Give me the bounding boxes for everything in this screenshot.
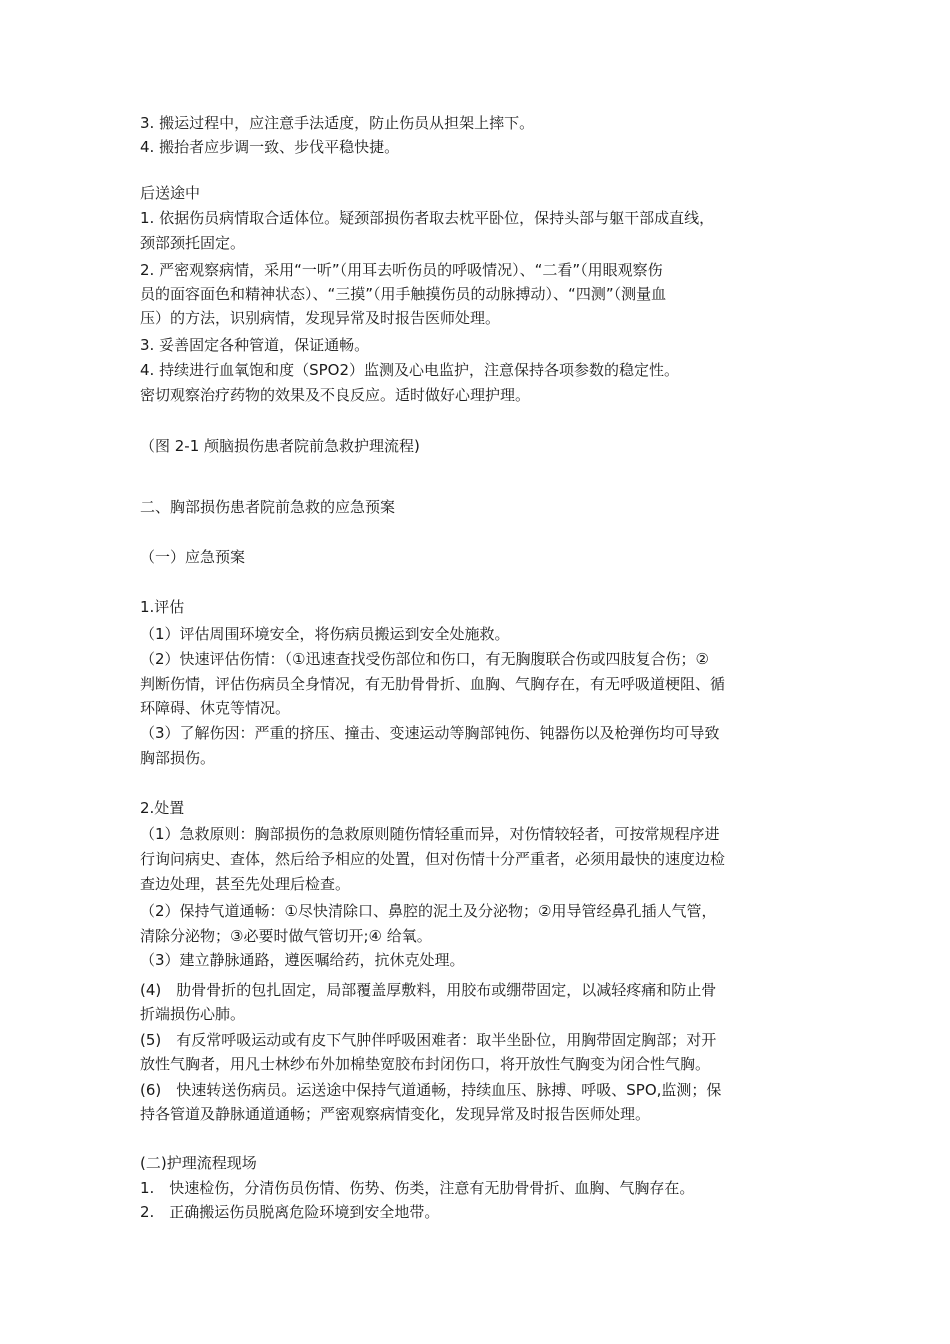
subsection-heading: 2.处置: [140, 799, 185, 817]
text-line: 折端损伤心肺。: [140, 1005, 246, 1023]
text-line: 环障碍、休克等情况。: [140, 699, 291, 717]
text-line: （1）急救原则：胸部损伤的急救原则随伤情轻重而异，对伤情较轻者，可按常规程序进: [140, 825, 720, 843]
figure-caption: （图 2-1 颅脑损伤患者院前急救护理流程): [140, 437, 420, 455]
text-line: 2. 正确搬运伤员脱离危险环境到安全地带。: [140, 1203, 440, 1221]
text-line: （3）建立静脉通路，遵医嘱给药，抗休克处理。: [140, 951, 465, 969]
text-line: 放性气胸者，用凡士林纱布外加棉垫宽胶布封闭伤口，将开放性气胸变为闭合性气胸。: [140, 1055, 711, 1073]
text-line: 判断伤情，评估伤病员全身情况，有无肋骨骨折、血胸、气胸存在，有无呼吸道梗阻、循: [140, 675, 726, 693]
text-line: 查边处理，甚至先处理后检查。: [140, 875, 351, 893]
text-line: （3）了解伤因：严重的挤压、撞击、变速运动等胸部钝伤、钝器伤以及枪弹伤均可导致: [140, 724, 720, 742]
text-line: (6) 快速转送伤病员。运送途中保持气道通畅，持续血压、脉搏、呼吸、SPO,监测；保: [140, 1081, 722, 1099]
text-line: （2）快速评估伤情：（①迅速查找受伤部位和伤口，有无胸腹联合伤或四肢复合伤；②: [140, 650, 709, 668]
text-line: (4) 肋骨骨折的包扎固定，局部覆盖厚敷料，用胶布或绷带固定，以减轻疼痛和防止骨: [140, 981, 717, 999]
text-line: 4. 持续进行血氧饱和度（SPO2）监测及心电监护，注意保持各项参数的稳定性。: [140, 361, 679, 379]
text-line: 员的面容面色和精神状态）、“三摸”（用手触摸伤员的动脉搏动）、“四测”（测量血: [140, 285, 667, 303]
text-line: （2）保持气道通畅：①尽快清除口、鼻腔的泥土及分泌物；②用导管经鼻孔插人气管，: [140, 902, 717, 920]
text-line: 清除分泌物；③必要时做气管切开;④ 给氧。: [140, 927, 432, 945]
text-line: 1. 依据伤员病情取合适体位。疑颈部损伤者取去枕平卧位，保持头部与躯干部成直线，: [140, 209, 715, 227]
text-line: 持各管道及静脉通道通畅；严密观察病情变化，发现异常及时报告医师处理。: [140, 1105, 651, 1123]
text-line: 行询问病史、查体，然后给予相应的处置，但对伤情十分严重者，必须用最快的速度边检: [140, 850, 726, 868]
text-line: 4. 搬抬者应步调一致、步伐平稳快捷。: [140, 138, 400, 156]
text-line: 3. 搬运过程中，应注意手法适度，防止伤员从担架上摔下。: [140, 114, 535, 132]
subsection-heading: (二)护理流程现场: [140, 1154, 257, 1172]
section-heading: 后送途中: [140, 184, 201, 202]
text-line: 2. 严密观察病情，采用“一听”（用耳去听伤员的呼吸情况）、“二看”（用眼观察伤: [140, 261, 663, 279]
subsection-heading: （一）应急预案: [140, 548, 246, 566]
text-line: 胸部损伤。: [140, 749, 216, 767]
text-line: （1）评估周围环境安全，将伤病员搬运到安全处施救。: [140, 625, 510, 643]
text-line: 3. 妥善固定各种管道，保证通畅。: [140, 336, 370, 354]
subsection-heading: 1.评估: [140, 598, 185, 616]
text-line: 密切观察治疗药物的效果及不良反应。适时做好心理护理。: [140, 386, 531, 404]
section-heading: 二、胸部损伤患者院前急救的应急预案: [140, 498, 396, 516]
text-line: 1. 快速检伤，分清伤员伤情、伤势、伤类，注意有无肋骨骨折、血胸、气胸存在。: [140, 1179, 695, 1197]
text-line: (5) 有反常呼吸运动或有皮下气肿伴呼吸困难者：取半坐卧位，用胸带固定胸部；对开: [140, 1031, 717, 1049]
text-line: 颈部颈托固定。: [140, 234, 246, 252]
text-line: 压）的方法，识别病情，发现异常及时报告医师处理。: [140, 309, 501, 327]
